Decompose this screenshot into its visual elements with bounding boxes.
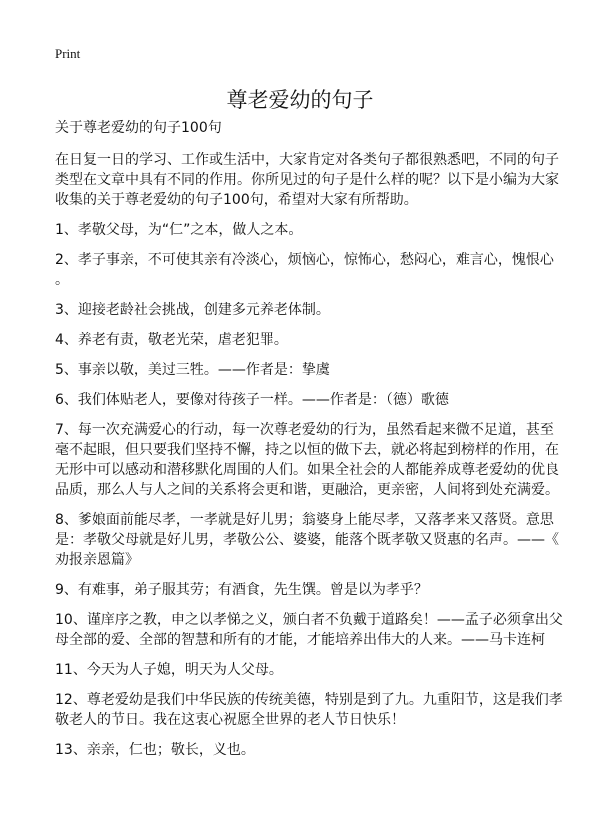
text-line: 是：孝敬父母就是好儿男，孝敬公公、婆婆，能落个既孝敬又贤惠的名声。——《 — [55, 532, 559, 548]
list-item — [55, 360, 555, 380]
list-item — [55, 300, 555, 320]
text-line: 劝报亲恩篇》 — [55, 552, 139, 568]
text-line: 13、亲亲，仁也；敬长，义也。 — [55, 742, 255, 758]
text-line: 10、谨庠序之教，申之以孝悌之义，颁白者不负戴于道路矣！——孟子必须拿出父 — [55, 612, 563, 628]
list-item — [55, 510, 559, 570]
text-line: 在日复一日的学习、工作或生活中，大家肯定对各类句子都很熟悉吧，不同的句子 — [55, 152, 559, 168]
list-item — [55, 660, 555, 680]
subtitle: 关于尊老爱幼的句子100句 — [55, 120, 222, 136]
text-line: 7、每一次充满爱心的行动，每一次尊老爱幼的行为，虽然看起来微不足道，甚至 — [55, 422, 554, 438]
text-line: 9、有难事，弟子服其劳；有酒食，先生馔。曾是以为孝乎？ — [55, 582, 428, 598]
text-line: 母全部的爱、全部的智慧和所有的才能，才能培养出伟大的人来。——马卡连柯 — [55, 632, 545, 648]
document-body — [55, 118, 563, 770]
text-line: 3、迎接老龄社会挑战，创建多元养老体制。 — [55, 302, 330, 318]
list-item — [55, 220, 555, 240]
list-item — [55, 330, 555, 350]
list-item — [55, 420, 559, 500]
text-line: 无形中可以感动和潜移默化周围的人们。如果全社会的人都能养成尊老爱幼的优良 — [55, 462, 559, 478]
text-line: 1、孝敬父母，为“仁”之本，做人之本。 — [55, 222, 303, 238]
list-item — [55, 580, 555, 600]
list-item — [55, 390, 555, 410]
list-item — [55, 740, 555, 760]
print-link[interactable]: Print — [55, 46, 81, 61]
text-line: 。 — [55, 272, 69, 288]
page-title: 尊老爱幼的句子 — [226, 88, 374, 112]
text-line: 11、今天为人子媳，明天为人父母。 — [55, 662, 283, 678]
intro-paragraph — [55, 150, 559, 210]
list-item — [55, 250, 555, 290]
text-line: 类型在文章中具有不同的作用。你所见过的句子是什么样的呢？以下是小编为大家 — [55, 172, 559, 188]
text-line: 6、我们体贴老人，要像对待孩子一样。——作者是：（德）歌德 — [55, 392, 449, 408]
text-line: 12、尊老爱幼是我们中华民族的传统美德，特别是到了九。九重阳节，这是我们孝 — [55, 692, 563, 708]
list-item — [55, 690, 563, 730]
sentence-list — [55, 220, 563, 760]
text-line: 4、养老有责，敬老光荣，虐老犯罪。 — [55, 332, 288, 348]
text-line: 敬老人的节日。我在这衷心祝愿全世界的老人节日快乐！ — [55, 712, 405, 728]
text-line: 毫不起眼，但只要我们坚持不懈，持之以恒的做下去，就必将起到榜样的作用，在 — [55, 442, 559, 458]
text-line: 品质，那么人与人之间的关系将会更和谐，更融洽，更亲密，人间将到处充满爱。 — [55, 482, 559, 498]
text-line: 2、孝子事亲，不可使其亲有冷淡心，烦恼心，惊怖心，愁闷心，难言心，愧恨心 — [55, 252, 554, 268]
text-line: 收集的关于尊老爱幼的句子100句，希望对大家有所帮助。 — [55, 192, 418, 208]
list-item — [55, 610, 563, 650]
text-line: 5、事亲以敬，美过三牲。——作者是：挚虞 — [55, 362, 330, 378]
text-line: 8、爹娘面前能尽孝，一孝就是好儿男；翁婆身上能尽孝，又落孝来又落贤。意思 — [55, 512, 554, 528]
